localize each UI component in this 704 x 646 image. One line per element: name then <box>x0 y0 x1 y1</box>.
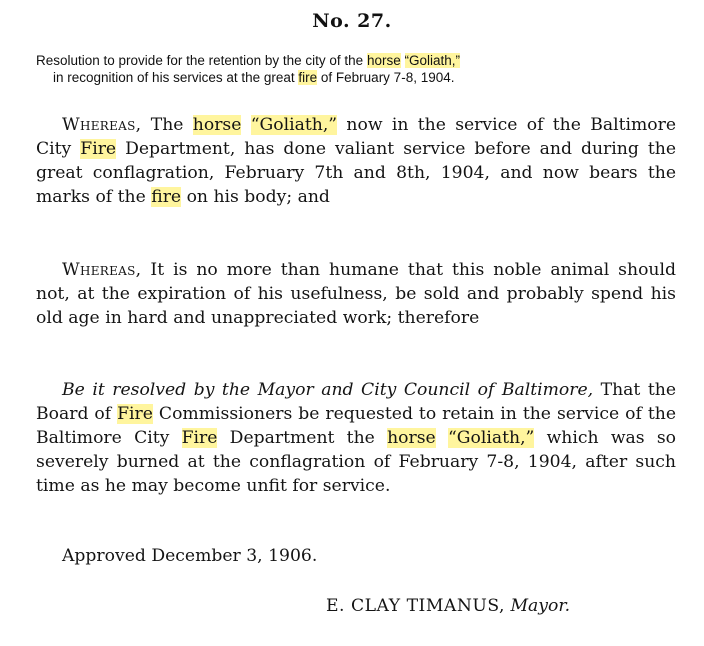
caption-text: in recognition of his services at the great <box>53 70 299 85</box>
paragraph-text: The <box>141 115 193 135</box>
paragraph-text: which was so severely burned at the conflagration of February 7-8, 1904, after such time as he may become unfit for service. <box>36 428 677 496</box>
highlight-fire: Fire <box>117 404 153 424</box>
caption-line2 <box>36 69 676 86</box>
highlight-fire: Fire <box>181 428 218 448</box>
paragraph-text: That the Board of <box>36 380 676 424</box>
signature-block <box>326 596 570 616</box>
whereas-lead: Whereas, <box>62 260 142 280</box>
caption-line1 <box>36 53 460 68</box>
signatory-name: E. CLAY TIMANUS, <box>326 596 505 616</box>
approval-date: Approved December 3, 1906. <box>62 546 318 566</box>
whereas-paragraph-1 <box>36 113 676 209</box>
caption-text: of February 7-8, 1904. <box>317 70 455 85</box>
caption-text <box>401 53 405 68</box>
resolved-lead: Be it resolved by the Mayor and City Council of Baltimore, <box>62 380 594 400</box>
highlight-horse: horse <box>192 115 242 135</box>
signatory-role: Mayor. <box>510 596 571 616</box>
paragraph-text: It is no more than humane that this noble animal should not, at the expiration of his usefulness, be sold and probably spend his old age in hard and unappreciated work; therefore <box>36 260 676 328</box>
highlight-goliath: “Goliath,” <box>404 53 461 68</box>
whereas-paragraph-2 <box>36 258 676 330</box>
paragraph-text: Department the <box>217 428 388 448</box>
highlight-fire: fire <box>151 187 182 207</box>
resolved-paragraph <box>36 378 676 498</box>
resolution-caption <box>36 52 676 86</box>
paragraph-text: on his body; and <box>181 187 330 207</box>
highlight-fire: fire <box>298 70 318 85</box>
paragraph-text: Department, has done valiant service before and during the great conflagration, February 7th and 8th, 1904, and now bears the marks of the <box>36 139 676 207</box>
resolution-number: No. 27. <box>312 10 392 32</box>
highlight-horse: horse <box>387 428 436 448</box>
whereas-lead: Whereas, <box>62 115 142 135</box>
paragraph-text <box>241 115 250 135</box>
paragraph-text: now in the service of the Baltimore City <box>36 115 677 159</box>
highlight-horse: horse <box>366 53 401 68</box>
highlight-fire: Fire <box>80 139 117 159</box>
caption-text: Resolution to provide for the retention by the city of the <box>36 53 367 68</box>
highlight-goliath: “Goliath,” <box>448 428 535 448</box>
paragraph-text <box>436 428 448 448</box>
paragraph-text: Commissioners be requested to retain in the service of the Baltimore City <box>36 404 676 448</box>
highlight-goliath: “Goliath,” <box>250 115 338 135</box>
